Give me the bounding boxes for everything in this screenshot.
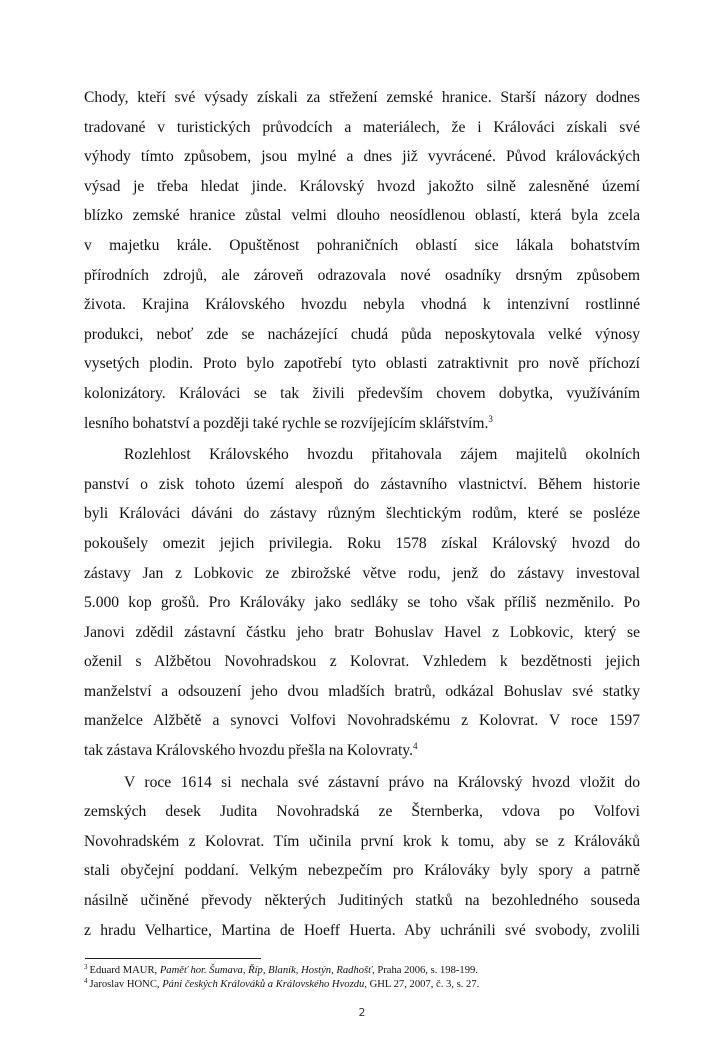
text-line <box>84 83 640 113</box>
line-text: zemských desek Judita Novohradská ze Šternberka, vdova po Volfovi <box>84 803 640 821</box>
text-line <box>84 231 640 261</box>
text-line <box>84 440 640 470</box>
text-line <box>84 768 640 798</box>
line-text: výsad je třeba hledat jinde. Královský hvozd jakožto silně zalesněné území <box>84 177 640 195</box>
text-line <box>84 827 640 857</box>
text-line <box>84 677 640 707</box>
footnote-details: , GHL 27, 2007, č. 3, s. 27. <box>364 979 480 991</box>
text-line <box>84 409 640 441</box>
footnote-title: Paměť hor. Šumava, Říp, Blaník, Hostýn, Radhošť <box>159 965 373 977</box>
line-text: Chody, kteří své výsady získali za střežení zemské hranice. Starší názory dodnes <box>84 89 640 106</box>
body-text <box>84 83 640 945</box>
footnote-4 <box>84 978 644 992</box>
line-text: blízko zemské hranice zůstal velmi dlouho neosídlenou oblastí, která byla zcela <box>84 207 640 225</box>
text-line <box>84 856 640 886</box>
line-text: tradované v turistických průvodcích a materiálech, že i Králováci získali své <box>84 118 640 136</box>
line-text: manželství a odsouzení jeho dvou mladších bratrů, odkázal Bohuslav své statky <box>84 682 640 700</box>
text-line <box>84 916 640 946</box>
footnote-author: Jaroslav HONC, <box>89 979 163 991</box>
text-line <box>84 529 640 559</box>
line-text: pokoušely omezit jejich privilegia. Roku 1578 získal Královský hvozd do <box>84 534 640 552</box>
text-line <box>84 736 640 768</box>
text-line <box>84 647 640 677</box>
footnotes <box>84 964 644 992</box>
page-number: 2 <box>358 1006 366 1020</box>
text-line <box>84 320 640 350</box>
text-line <box>84 142 640 172</box>
line-text: vysetých plodin. Proto bylo zapotřebí tyto oblasti zatraktivnit pro nově příchozí <box>84 355 640 373</box>
text-line <box>84 470 640 500</box>
footnote-title: Páni českých Králováků a Královského Hvozdu <box>162 979 365 991</box>
paragraph <box>84 83 640 440</box>
text-line <box>84 379 640 409</box>
footnote-reference[interactable]: 4 <box>412 741 418 752</box>
text-line <box>84 886 640 916</box>
line-text: Rozlehlost Královského hvozdu přitahovala zájem majitelů okolních <box>124 446 640 464</box>
line-text: tak zástava Královského hvozdu přešla na Kolovraty. <box>84 742 413 760</box>
text-line <box>84 797 640 827</box>
text-line <box>84 113 640 143</box>
line-text: z hradu Velhartice, Martina de Hoeff Huerta. Aby uchránili své svobody, zvolili <box>84 921 640 939</box>
text-line <box>84 261 640 291</box>
text-line <box>84 201 640 231</box>
footnote-reference[interactable]: 3 <box>488 413 493 424</box>
line-text: kolonizátory. Králováci se tak živili především chovem dobytka, využíváním <box>84 384 640 402</box>
footnote-number: 4 <box>84 977 88 986</box>
line-text: produkci, neboť zde se nacházející chudá půda neposkytovala velké výnosy <box>84 325 640 343</box>
line-text: byli Králováci dáváni do zástavy různým šlechtickým rodům, které se posléze <box>84 505 640 523</box>
footnote-number: 3 <box>84 963 88 972</box>
text-line <box>84 499 640 529</box>
text-line <box>84 618 640 648</box>
line-text: zástavy Jan z Lobkovic ze zbirožské větve rodu, jenž do zástavy investoval <box>84 564 640 582</box>
footnote-3 <box>84 964 644 978</box>
line-text: 5.000 kop grošů. Pro Králováky jako sedláky se toho však příliš nezměnilo. Po <box>84 594 640 612</box>
text-line <box>84 290 640 320</box>
line-text: života. Krajina Královského hvozdu nebyla vhodná k intenzivní rostlinné <box>84 296 640 314</box>
line-text: V roce 1614 si nechala své zástavní právo na Královský hvozd vložit do <box>124 773 640 791</box>
paragraph <box>84 768 640 946</box>
line-text: Janovi zdědil zástavní částku jeho bratr Bohuslav Havel z Lobkovic, který se <box>84 623 640 641</box>
paragraph <box>84 440 640 768</box>
text-line <box>84 706 640 736</box>
footnote-separator <box>85 958 261 959</box>
text-line <box>84 349 640 379</box>
line-text: panství o zisk tohoto území alespoň do zástavního vlastnictví. Během historie <box>84 475 640 493</box>
line-text: násilně učiněné převody některých Juditiných statků na bezohledného souseda <box>84 892 640 910</box>
line-text: v majetku krále. Opuštěnost pohraničních oblastí sice lákala bohatstvím <box>84 236 640 254</box>
text-line <box>84 559 640 589</box>
line-text: lesního bohatství a později také rychle se rozvíjejícím sklářstvím. <box>84 414 489 432</box>
line-text: Novohradském z Kolovrat. Tím učinila první krok k tomu, aby se z Králováků <box>84 832 640 850</box>
footnote-author: Eduard MAUR, <box>89 965 160 977</box>
line-text: přírodních zdrojů, ale zároveň odrazovala nové osadníky drsným způsobem <box>84 266 640 284</box>
line-text: oženil s Alžbětou Novohradskou z Kolovrat. Vzhledem k bezdětnosti jejich <box>84 653 640 671</box>
line-text: stali obyčejní poddaní. Velkým nebezpečím pro Králováky byly spory a patrně <box>84 862 640 880</box>
text-line <box>84 588 640 618</box>
line-text: manželce Alžbětě a synovci Volfovi Novohradskému z Kolovrat. V roce 1597 <box>84 712 640 730</box>
text-line <box>84 172 640 202</box>
footnote-details: , Praha 2006, s. 198-199. <box>372 965 478 977</box>
line-text: výhody tímto způsobem, jsou mylné a dnes již vyvrácené. Původ králováckých <box>84 148 640 166</box>
